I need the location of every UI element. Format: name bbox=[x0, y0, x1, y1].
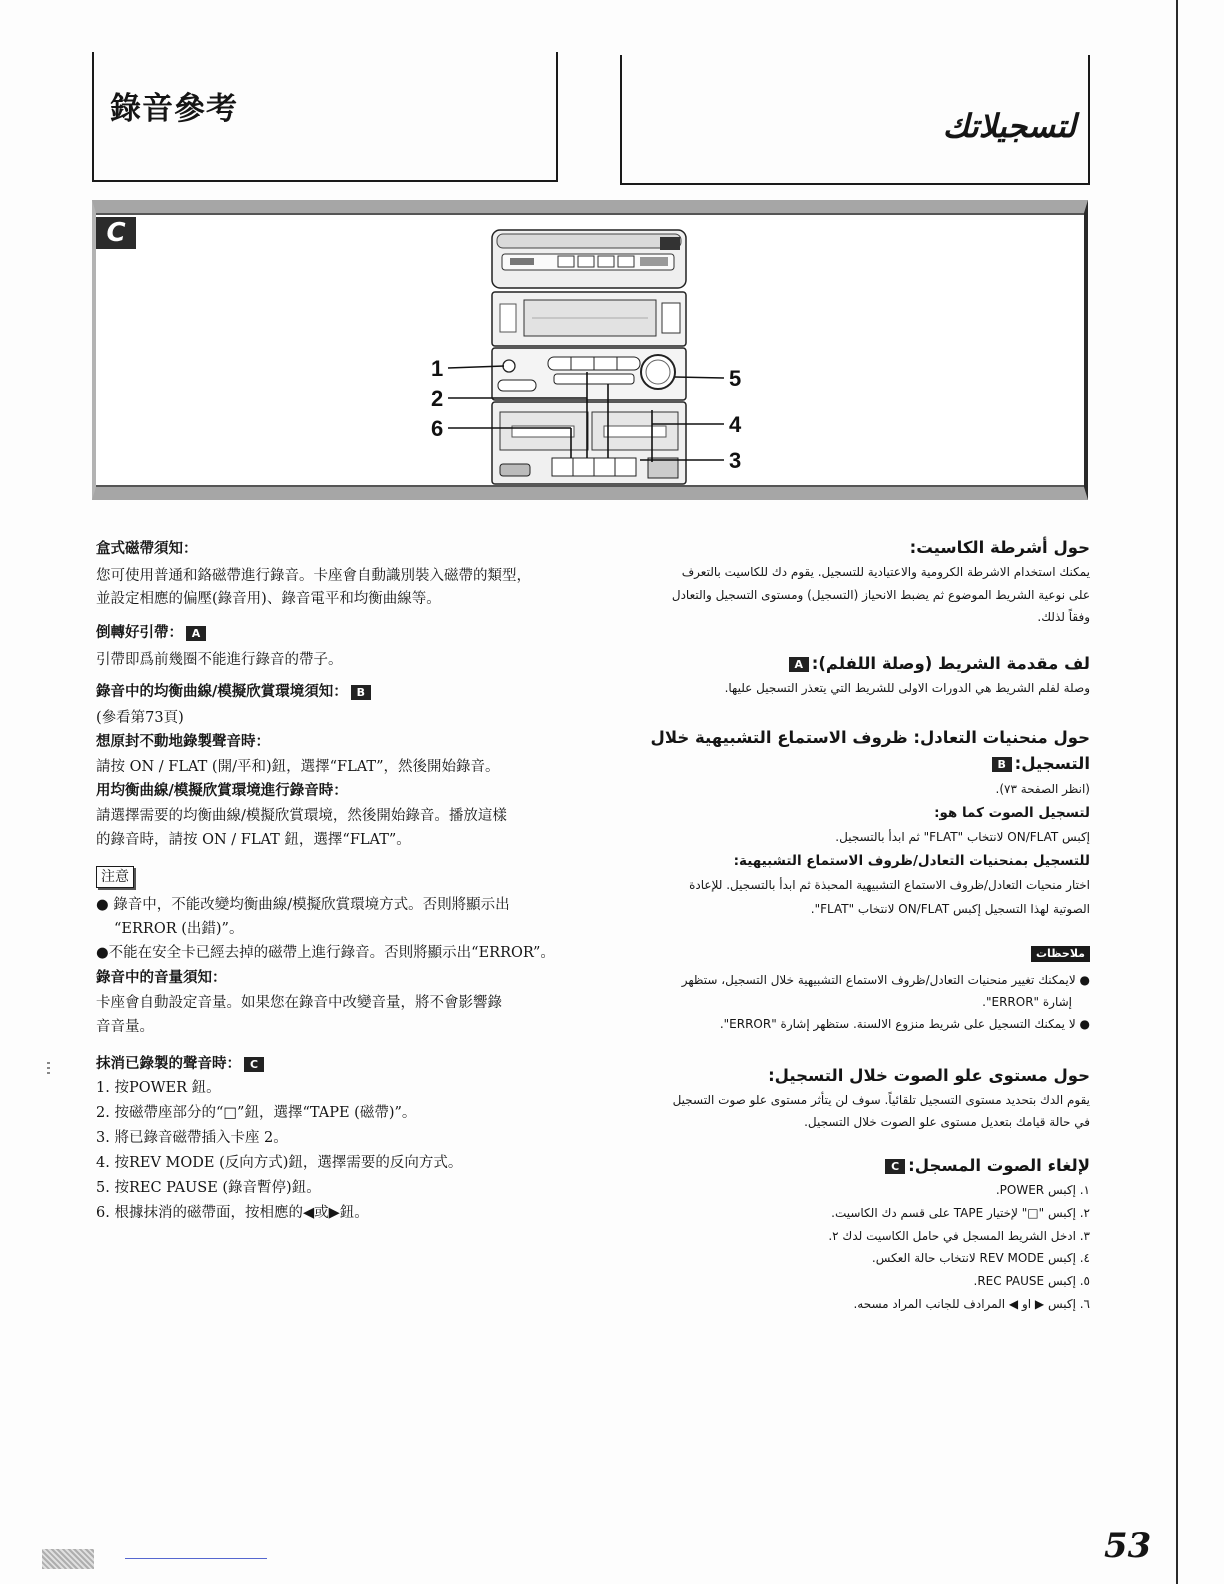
figure-ref-badge-a: A bbox=[789, 657, 809, 672]
ar-cassette-line: وفقاً لذلك. bbox=[1037, 610, 1090, 624]
ar-erase-step: ١. إكبس POWER. bbox=[995, 1183, 1090, 1197]
zh-eq-page-ref: (參看第73頁) bbox=[96, 710, 184, 726]
ar-erase-section bbox=[620, 1153, 1090, 1316]
zh-eq-line: 請選擇需要的均衡曲線/模擬欣賞環境，然後開始錄音。播放這樣 bbox=[96, 807, 507, 824]
zh-eq-flat-text: 請按 ON / FLAT (開/平和)鈕，選擇“FLAT”，然後開始錄音。 bbox=[96, 758, 500, 775]
ar-volume-line: في حالة قيامك بتعديل مستوى علو الصوت خلال التسجيل. bbox=[804, 1115, 1090, 1129]
cd-button-1 bbox=[558, 256, 574, 267]
tuner-left-labels bbox=[500, 304, 516, 332]
callout-number-2: 2 bbox=[431, 386, 444, 411]
ar-leader-section bbox=[620, 651, 1090, 699]
ar-leader-heading-row bbox=[620, 651, 1090, 677]
tuner-unit bbox=[492, 292, 686, 346]
bullet-icon: ● bbox=[1079, 973, 1090, 987]
ar-erase-step: ٥. إكبس REC PAUSE. bbox=[973, 1274, 1090, 1289]
ar-eq-flat-text: إكبس ON/FLAT لانتخاب "FLAT" ثم ابدأ بالتسجيل. bbox=[835, 830, 1090, 844]
ar-eq-heading-line-1: حول منحنيات التعادل: ظروف الاستماع التشبيهية خلال bbox=[650, 728, 1090, 747]
figure-ref-badge-c: C bbox=[885, 1159, 905, 1174]
cd-button-2 bbox=[578, 256, 594, 267]
zh-erase-heading: 抹消已錄製的聲音時： bbox=[96, 1055, 241, 1072]
callout-number-6: 6 bbox=[431, 416, 444, 441]
ar-eq-line: الصوتية لهذا التسجيل إكبس ON/FLAT لانتخاب "FLAT". bbox=[810, 902, 1090, 916]
cd-button-3 bbox=[598, 256, 614, 267]
zh-eq-flat-heading: 想原封不動地錄製聲音時： bbox=[96, 733, 270, 751]
ar-erase-step: ٣. ادخل الشريط المسجل في حامل الكاسيت لدك ٢. bbox=[828, 1228, 1090, 1243]
ar-cassette-line: يمكنك استخدام الاشرطة الكرومية والاعتيادية للتسجيل. يقوم دك للكاسيت بالتعرف bbox=[681, 565, 1090, 579]
scan-blue-line bbox=[125, 1558, 267, 1559]
scan-smudge bbox=[42, 1549, 94, 1569]
cassette-deck-unit bbox=[492, 402, 686, 484]
zh-erase-step: 1. 按POWER 鈕。 bbox=[96, 1080, 221, 1096]
zh-eq-section bbox=[96, 680, 566, 852]
callout-number-4: 4 bbox=[729, 412, 742, 437]
figure-ref-badge-c: C bbox=[244, 1057, 264, 1072]
zh-leader-heading-row bbox=[96, 621, 566, 645]
zh-erase-heading-row bbox=[96, 1051, 566, 1076]
ar-volume-heading: حول مستوى علو الصوت خلال التسجيل: bbox=[768, 1066, 1090, 1085]
ar-volume-section bbox=[620, 1063, 1090, 1133]
figure-ref-badge-b: B bbox=[992, 757, 1012, 772]
ar-note-item bbox=[620, 1013, 1090, 1035]
zh-volume-heading: 錄音中的音量須知： bbox=[96, 969, 227, 986]
ar-cassette-section bbox=[620, 535, 1090, 629]
figure-panel-c bbox=[92, 200, 1088, 500]
cd-indicator bbox=[510, 258, 534, 265]
ar-note-item bbox=[620, 969, 1090, 991]
zh-note-item bbox=[96, 941, 566, 965]
deck-2-window bbox=[604, 426, 666, 437]
ar-erase-heading: لإلغاء الصوت المسجل: bbox=[908, 1156, 1090, 1175]
deck-left-controls bbox=[500, 464, 530, 476]
zh-eq-line: 的錄音時，請按 ON / FLAT 鈕，選擇“FLAT”。 bbox=[96, 832, 411, 849]
zh-note-text: 不能在安全卡已經去掉的磁帶上進行錄音。否則將顯示出“ERROR”。 bbox=[108, 945, 555, 961]
zh-erase-step: 4. 按REV MODE (反向方式)鈕，選擇需要的反向方式。 bbox=[96, 1155, 463, 1171]
ar-volume-line: يقوم الدك بتحديد مستوى التسجيل تلقائياً. سوف لن يتأثر مستوى علو صوت التسجيل bbox=[672, 1093, 1090, 1107]
bullet-icon: ● bbox=[1079, 1017, 1090, 1031]
bullet-icon: ● bbox=[96, 897, 109, 913]
ar-title-box bbox=[620, 55, 1090, 185]
tuner-right-panel bbox=[662, 303, 680, 333]
ar-note-continuation: إشارة "ERROR". bbox=[982, 995, 1072, 1009]
zh-erase-step: 5. 按REC PAUSE (錄音暫停)鈕。 bbox=[96, 1180, 321, 1196]
zh-erase-step: 3. 將已錄音磁帶插入卡座 2。 bbox=[96, 1130, 288, 1146]
ar-leader-line: وصلة لفلم الشريط هي الدورات الاولى للشريط التي يتعذر التسجيل عليها. bbox=[724, 681, 1090, 695]
power-button bbox=[503, 360, 515, 372]
zh-cassette-heading: 盒式磁帶須知： bbox=[96, 540, 198, 557]
stereo-system-illustration bbox=[92, 200, 1088, 500]
zh-erase-section bbox=[96, 1051, 566, 1226]
figure-ref-badge-a: A bbox=[186, 626, 206, 641]
ar-note-text: لايمكنك تغيير منحنيات التعادل/ظروف الاستماع التشبيهية خلال التسجيل، ستظهر bbox=[681, 973, 1076, 987]
ar-eq-page-ref: (انظر الصفحة ٧٣). bbox=[995, 782, 1090, 796]
callout-number-1: 1 bbox=[431, 356, 444, 381]
cd-changer-unit bbox=[492, 230, 686, 288]
zh-volume-line: 卡座會自動設定音量。如果您在錄音中改變音量，將不會影響錄 bbox=[96, 994, 502, 1011]
cd-disc-buttons bbox=[640, 257, 668, 266]
zh-note-continuation: “ERROR (出錯)”。 bbox=[114, 921, 244, 937]
zh-cassette-line: 您可使用普通和鉻磁帶進行錄音。卡座會自動識別裝入磁帶的類型， bbox=[96, 568, 531, 584]
zh-erase-step: 2. 按磁帶座部分的“□”鈕，選擇“TAPE (磁帶)”。 bbox=[96, 1105, 417, 1121]
zh-cassette-line: 並設定相應的偏壓(錄音用)、錄音電平和均衡曲線等。 bbox=[96, 591, 441, 607]
zh-note-text: 錄音中，不能改變均衡曲線/模擬欣賞環境方式。否則將顯示出 bbox=[113, 897, 510, 913]
zh-erase-step: 6. 根據抹消的磁帶面，按相應的◀或▶鈕。 bbox=[96, 1205, 369, 1221]
zh-leader-line: 引帶即爲前幾圈不能進行錄音的帶子。 bbox=[96, 652, 343, 668]
zh-note-item bbox=[96, 893, 566, 917]
page-edge-line bbox=[1176, 0, 1178, 1584]
ar-notes-label-row bbox=[620, 946, 1090, 962]
callout-line-5 bbox=[675, 377, 724, 378]
zh-notes-label: 注意 bbox=[96, 866, 134, 888]
zh-eq-heading-row bbox=[96, 680, 566, 704]
zh-leader-heading: 倒轉好引帶： bbox=[96, 624, 183, 641]
ar-notes-list bbox=[620, 969, 1090, 1035]
ar-eq-line: اختار منحيات التعادل/ظروف الاستماع التشبيهية المحبذة ثم ابدأ بالتسجيل. للإعادة bbox=[689, 878, 1090, 892]
zh-notes-list bbox=[96, 893, 566, 965]
callout-number-3: 3 bbox=[729, 448, 742, 473]
bullet-icon: ● bbox=[96, 945, 109, 961]
ar-note-text: لا يمكنك التسجيل على شريط منزوع الالسنة. ستظهر إشارة "ERROR". bbox=[719, 1017, 1076, 1031]
scan-tick-mark bbox=[47, 1062, 50, 1076]
cd-unit-top-surface bbox=[497, 234, 681, 248]
ar-leader-heading: لف مقدمة الشريط (وصلة اللفلم): bbox=[811, 654, 1090, 673]
amp-lower-button-row bbox=[554, 374, 634, 384]
ar-page-title: لتسجيلاتك bbox=[942, 107, 1076, 145]
callout-number-5: 5 bbox=[729, 366, 742, 391]
zh-volume-line: 音音量。 bbox=[96, 1019, 154, 1035]
ar-eq-flat-heading: لتسجيل الصوت كما هو: bbox=[934, 805, 1090, 821]
ar-eq-section bbox=[620, 725, 1090, 921]
zh-page-title: 錄音參考 bbox=[110, 91, 238, 127]
ar-eq-heading-line-2: التسجيل: bbox=[1014, 754, 1090, 773]
zh-eq-eq-heading: 用均衡曲線/模擬欣賞環境進行錄音時： bbox=[96, 782, 348, 800]
ar-eq-heading-row bbox=[620, 751, 1090, 777]
zh-title-box bbox=[92, 52, 558, 182]
zh-eq-heading: 錄音中的均衡曲線/模擬欣賞環境須知： bbox=[96, 683, 348, 700]
zh-cassette-section bbox=[96, 537, 566, 611]
zh-leader-section bbox=[96, 621, 566, 672]
amplifier-unit bbox=[492, 348, 686, 400]
ar-erase-heading-row bbox=[620, 1153, 1090, 1179]
ar-cassette-line: على نوعية الشريط الموضوع ثم يضبط الانحياز (التسجيل) ومستوى التسجيل والتعادل bbox=[671, 587, 1090, 602]
ar-cassette-heading: حول أشرطة الكاسيت: bbox=[909, 538, 1090, 557]
cd-button-4 bbox=[618, 256, 634, 267]
figure-ref-badge-b: B bbox=[351, 685, 371, 700]
ar-erase-step: ٦. إكبس ▶ او ◀ المرادف للجانب المراد مسحه. bbox=[853, 1296, 1090, 1311]
cd-top-right-block bbox=[660, 237, 680, 250]
panel-label-c: C bbox=[96, 217, 136, 249]
amp-left-knobs bbox=[498, 380, 536, 391]
ar-eq-eq-heading: للتسجيل بمنحنيات التعادل/ظروف الاستماع التشبيهية: bbox=[733, 853, 1090, 869]
ar-erase-step: ٢. إكبس "□" لإختيار TAPE على قسم دك الكاسيت. bbox=[831, 1205, 1090, 1220]
zh-volume-section bbox=[96, 966, 566, 1040]
ar-erase-step: ٤. إكبس REV MODE لانتخاب حالة العكس. bbox=[871, 1251, 1090, 1266]
page-number: 53 bbox=[1104, 1526, 1152, 1566]
ar-notes-label: ملاحظات bbox=[1031, 946, 1090, 962]
